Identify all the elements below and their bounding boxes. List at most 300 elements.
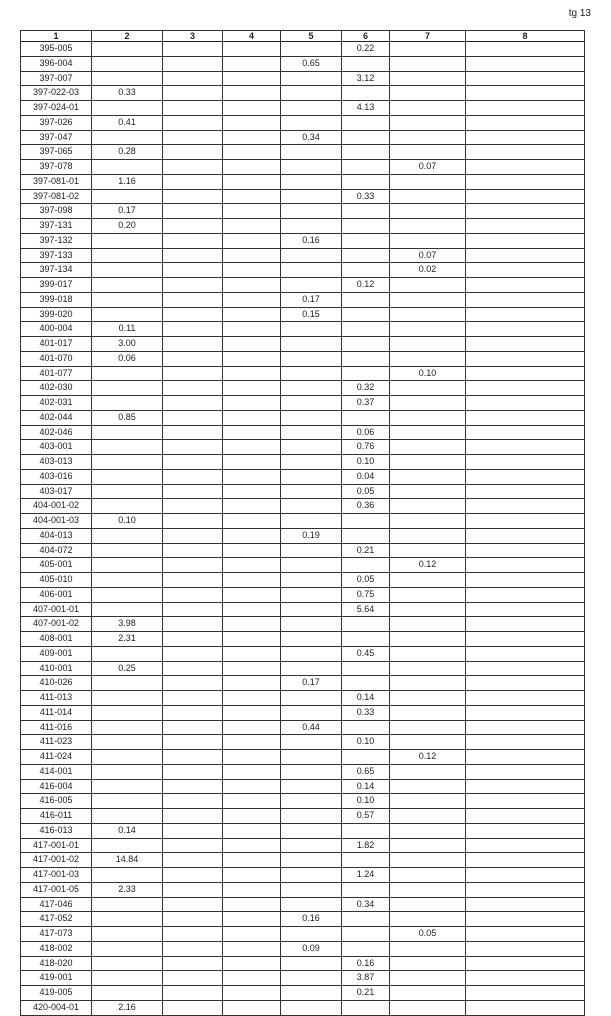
value-cell-col-3 bbox=[162, 647, 222, 661]
value-cell-col-6: 0.75 bbox=[341, 588, 389, 602]
value-cell-col-4 bbox=[222, 72, 280, 86]
value-cell-col-7 bbox=[389, 145, 465, 159]
row-id-cell: 416-011 bbox=[20, 809, 91, 823]
value-cell-col-3 bbox=[162, 868, 222, 882]
value-cell-col-2 bbox=[91, 485, 162, 499]
value-cell-col-7 bbox=[389, 499, 465, 513]
value-cell-col-6 bbox=[341, 617, 389, 631]
value-cell-col-5 bbox=[280, 632, 341, 646]
table-row bbox=[20, 293, 585, 308]
value-cell-col-2: 0.17 bbox=[91, 204, 162, 218]
value-cell-col-3 bbox=[162, 190, 222, 204]
row-id-cell: 409-001 bbox=[20, 647, 91, 661]
table-row bbox=[20, 603, 585, 618]
value-cell-col-3 bbox=[162, 853, 222, 867]
value-cell-col-5 bbox=[280, 573, 341, 587]
value-cell-col-7 bbox=[389, 942, 465, 956]
table-row bbox=[20, 632, 585, 647]
table-row bbox=[20, 676, 585, 691]
value-cell-col-4 bbox=[222, 986, 280, 1000]
value-cell-col-4 bbox=[222, 809, 280, 823]
value-cell-col-8 bbox=[465, 249, 585, 263]
value-cell-col-6 bbox=[341, 927, 389, 941]
value-cell-col-2 bbox=[91, 868, 162, 882]
value-cell-col-7: 0.07 bbox=[389, 249, 465, 263]
value-cell-col-3 bbox=[162, 116, 222, 130]
row-id-cell: 403-001 bbox=[20, 440, 91, 454]
value-cell-col-3 bbox=[162, 396, 222, 410]
value-cell-col-8 bbox=[465, 86, 585, 100]
value-cell-col-4 bbox=[222, 101, 280, 115]
value-cell-col-5 bbox=[280, 42, 341, 56]
value-cell-col-4 bbox=[222, 942, 280, 956]
value-cell-col-8 bbox=[465, 942, 585, 956]
table-row bbox=[20, 912, 585, 927]
value-cell-col-8 bbox=[465, 617, 585, 631]
table-row bbox=[20, 824, 585, 839]
value-cell-col-4 bbox=[222, 160, 280, 174]
value-cell-col-3 bbox=[162, 898, 222, 912]
value-cell-col-5 bbox=[280, 765, 341, 779]
value-cell-col-6 bbox=[341, 367, 389, 381]
row-id-cell: 402-044 bbox=[20, 411, 91, 425]
value-cell-col-6 bbox=[341, 721, 389, 735]
value-cell-col-6 bbox=[341, 1001, 389, 1015]
row-id-cell: 403-016 bbox=[20, 470, 91, 484]
value-cell-col-3 bbox=[162, 617, 222, 631]
row-id-cell: 419-005 bbox=[20, 986, 91, 1000]
table-row bbox=[20, 514, 585, 529]
value-cell-col-5: 0.15 bbox=[280, 308, 341, 322]
value-cell-col-3 bbox=[162, 234, 222, 248]
value-cell-col-5 bbox=[280, 72, 341, 86]
value-cell-col-5 bbox=[280, 485, 341, 499]
value-cell-col-8 bbox=[465, 632, 585, 646]
row-id-cell: 418-002 bbox=[20, 942, 91, 956]
table-row bbox=[20, 101, 585, 116]
table-row bbox=[20, 249, 585, 264]
column-header-3: 3 bbox=[162, 31, 222, 41]
table-row bbox=[20, 617, 585, 632]
value-cell-col-2: 0.85 bbox=[91, 411, 162, 425]
value-cell-col-3 bbox=[162, 632, 222, 646]
value-cell-col-4 bbox=[222, 780, 280, 794]
value-cell-col-3 bbox=[162, 735, 222, 749]
value-cell-col-8 bbox=[465, 352, 585, 366]
table-row bbox=[20, 160, 585, 175]
column-header-7: 7 bbox=[389, 31, 465, 41]
value-cell-col-5 bbox=[280, 898, 341, 912]
value-cell-col-8 bbox=[465, 381, 585, 395]
value-cell-col-7 bbox=[389, 780, 465, 794]
value-cell-col-2 bbox=[91, 381, 162, 395]
value-cell-col-2 bbox=[91, 293, 162, 307]
value-cell-col-8 bbox=[465, 588, 585, 602]
value-cell-col-5 bbox=[280, 175, 341, 189]
value-cell-col-7 bbox=[389, 676, 465, 690]
value-cell-col-2 bbox=[91, 57, 162, 71]
value-cell-col-8 bbox=[465, 544, 585, 558]
value-cell-col-6 bbox=[341, 750, 389, 764]
row-id-cell: 403-017 bbox=[20, 485, 91, 499]
value-cell-col-8 bbox=[465, 558, 585, 572]
table-row bbox=[20, 868, 585, 883]
row-id-cell: 408-001 bbox=[20, 632, 91, 646]
value-cell-col-3 bbox=[162, 293, 222, 307]
value-cell-col-2 bbox=[91, 499, 162, 513]
value-cell-col-7 bbox=[389, 971, 465, 985]
value-cell-col-8 bbox=[465, 898, 585, 912]
value-cell-col-6 bbox=[341, 175, 389, 189]
table-row bbox=[20, 765, 585, 780]
value-cell-col-5: 0.17 bbox=[280, 293, 341, 307]
value-cell-col-3 bbox=[162, 308, 222, 322]
value-cell-col-5 bbox=[280, 204, 341, 218]
value-cell-col-8 bbox=[465, 529, 585, 543]
row-id-cell: 395-005 bbox=[20, 42, 91, 56]
value-cell-col-6: 0.14 bbox=[341, 691, 389, 705]
value-cell-col-7 bbox=[389, 322, 465, 336]
value-cell-col-8 bbox=[465, 662, 585, 676]
row-id-cell: 417-001-03 bbox=[20, 868, 91, 882]
value-cell-col-3 bbox=[162, 145, 222, 159]
value-cell-col-2 bbox=[91, 529, 162, 543]
value-cell-col-5 bbox=[280, 603, 341, 617]
value-cell-col-2: 0.28 bbox=[91, 145, 162, 159]
value-cell-col-2 bbox=[91, 426, 162, 440]
value-cell-col-8 bbox=[465, 603, 585, 617]
value-cell-col-8 bbox=[465, 750, 585, 764]
value-cell-col-7 bbox=[389, 647, 465, 661]
value-cell-col-5: 0.16 bbox=[280, 912, 341, 926]
table-row bbox=[20, 499, 585, 514]
value-cell-col-4 bbox=[222, 455, 280, 469]
value-cell-col-3 bbox=[162, 455, 222, 469]
value-cell-col-8 bbox=[465, 499, 585, 513]
row-id-cell: 420-004-01 bbox=[20, 1001, 91, 1015]
value-cell-col-3 bbox=[162, 824, 222, 838]
value-cell-col-6 bbox=[341, 160, 389, 174]
value-cell-col-2 bbox=[91, 971, 162, 985]
table-row bbox=[20, 219, 585, 234]
value-cell-col-2 bbox=[91, 72, 162, 86]
table-row bbox=[20, 116, 585, 131]
value-cell-col-3 bbox=[162, 219, 222, 233]
value-cell-col-8 bbox=[465, 190, 585, 204]
value-cell-col-3 bbox=[162, 573, 222, 587]
value-cell-col-7 bbox=[389, 662, 465, 676]
value-cell-col-4 bbox=[222, 706, 280, 720]
value-cell-col-2: 0.25 bbox=[91, 662, 162, 676]
value-cell-col-6 bbox=[341, 145, 389, 159]
value-cell-col-3 bbox=[162, 381, 222, 395]
value-cell-col-7 bbox=[389, 632, 465, 646]
value-cell-col-4 bbox=[222, 632, 280, 646]
value-cell-col-5 bbox=[280, 514, 341, 528]
value-cell-col-3 bbox=[162, 927, 222, 941]
value-cell-col-8 bbox=[465, 485, 585, 499]
value-cell-col-8 bbox=[465, 278, 585, 292]
value-cell-col-3 bbox=[162, 750, 222, 764]
column-header-5: 5 bbox=[280, 31, 341, 41]
value-cell-col-3 bbox=[162, 1001, 222, 1015]
value-cell-col-6: 5.64 bbox=[341, 603, 389, 617]
value-cell-col-6: 0.10 bbox=[341, 794, 389, 808]
table-row bbox=[20, 322, 585, 337]
row-id-cell: 397-078 bbox=[20, 160, 91, 174]
table-row bbox=[20, 971, 585, 986]
value-cell-col-7 bbox=[389, 544, 465, 558]
value-cell-col-4 bbox=[222, 1001, 280, 1015]
value-cell-col-3 bbox=[162, 278, 222, 292]
value-cell-col-5 bbox=[280, 322, 341, 336]
value-cell-col-6: 0.22 bbox=[341, 42, 389, 56]
value-cell-col-2: 3.98 bbox=[91, 617, 162, 631]
value-cell-col-3 bbox=[162, 986, 222, 1000]
value-cell-col-2 bbox=[91, 470, 162, 484]
value-cell-col-7 bbox=[389, 426, 465, 440]
table-row bbox=[20, 721, 585, 736]
value-cell-col-6 bbox=[341, 912, 389, 926]
row-id-cell: 397-133 bbox=[20, 249, 91, 263]
value-cell-col-3 bbox=[162, 367, 222, 381]
value-cell-col-6 bbox=[341, 352, 389, 366]
value-cell-col-5: 0.09 bbox=[280, 942, 341, 956]
value-cell-col-2 bbox=[91, 721, 162, 735]
value-cell-col-5 bbox=[280, 278, 341, 292]
page-number: tg 13 bbox=[568, 8, 591, 19]
value-cell-col-4 bbox=[222, 42, 280, 56]
value-cell-col-5 bbox=[280, 455, 341, 469]
table-row bbox=[20, 942, 585, 957]
value-cell-col-4 bbox=[222, 381, 280, 395]
value-cell-col-5: 0.16 bbox=[280, 234, 341, 248]
value-cell-col-2 bbox=[91, 396, 162, 410]
row-id-cell: 397-081-02 bbox=[20, 190, 91, 204]
table-row bbox=[20, 544, 585, 559]
value-cell-col-2 bbox=[91, 440, 162, 454]
value-cell-col-7 bbox=[389, 455, 465, 469]
value-cell-col-3 bbox=[162, 101, 222, 115]
table-row bbox=[20, 691, 585, 706]
value-cell-col-8 bbox=[465, 308, 585, 322]
value-cell-col-3 bbox=[162, 160, 222, 174]
value-cell-col-8 bbox=[465, 263, 585, 277]
value-cell-col-2: 0.14 bbox=[91, 824, 162, 838]
value-cell-col-7 bbox=[389, 809, 465, 823]
value-cell-col-3 bbox=[162, 780, 222, 794]
value-cell-col-4 bbox=[222, 898, 280, 912]
value-cell-col-4 bbox=[222, 470, 280, 484]
value-cell-col-8 bbox=[465, 175, 585, 189]
value-cell-col-6 bbox=[341, 337, 389, 351]
row-id-cell: 410-026 bbox=[20, 676, 91, 690]
row-id-cell: 397-134 bbox=[20, 263, 91, 277]
value-cell-col-2: 0.11 bbox=[91, 322, 162, 336]
table-row bbox=[20, 278, 585, 293]
row-id-cell: 417-046 bbox=[20, 898, 91, 912]
value-cell-col-4 bbox=[222, 278, 280, 292]
table-row bbox=[20, 529, 585, 544]
value-cell-col-2: 2.31 bbox=[91, 632, 162, 646]
value-cell-col-6 bbox=[341, 662, 389, 676]
value-cell-col-3 bbox=[162, 544, 222, 558]
value-cell-col-3 bbox=[162, 971, 222, 985]
value-cell-col-5 bbox=[280, 160, 341, 174]
value-cell-col-5 bbox=[280, 927, 341, 941]
value-cell-col-2: 0.41 bbox=[91, 116, 162, 130]
table-row bbox=[20, 381, 585, 396]
value-cell-col-8 bbox=[465, 573, 585, 587]
value-cell-col-3 bbox=[162, 485, 222, 499]
value-cell-col-8 bbox=[465, 839, 585, 853]
value-cell-col-6 bbox=[341, 632, 389, 646]
value-cell-col-5 bbox=[280, 839, 341, 853]
value-cell-col-4 bbox=[222, 558, 280, 572]
value-cell-col-5: 0.34 bbox=[280, 131, 341, 145]
value-cell-col-3 bbox=[162, 411, 222, 425]
value-cell-col-7 bbox=[389, 101, 465, 115]
value-cell-col-8 bbox=[465, 42, 585, 56]
value-cell-col-7 bbox=[389, 190, 465, 204]
value-cell-col-8 bbox=[465, 116, 585, 130]
value-cell-col-2 bbox=[91, 809, 162, 823]
row-id-cell: 397-022-03 bbox=[20, 86, 91, 100]
table-row bbox=[20, 57, 585, 72]
table-row bbox=[20, 42, 585, 57]
value-cell-col-5 bbox=[280, 868, 341, 882]
value-cell-col-6: 0.10 bbox=[341, 455, 389, 469]
value-cell-col-5 bbox=[280, 352, 341, 366]
value-cell-col-8 bbox=[465, 765, 585, 779]
value-cell-col-5: 0.17 bbox=[280, 676, 341, 690]
value-cell-col-2 bbox=[91, 780, 162, 794]
value-cell-col-8 bbox=[465, 322, 585, 336]
table-row bbox=[20, 573, 585, 588]
value-cell-col-2 bbox=[91, 676, 162, 690]
value-cell-col-7: 0.02 bbox=[389, 263, 465, 277]
value-cell-col-3 bbox=[162, 883, 222, 897]
row-id-cell: 411-023 bbox=[20, 735, 91, 749]
value-cell-col-6: 0.45 bbox=[341, 647, 389, 661]
value-cell-col-2 bbox=[91, 308, 162, 322]
value-cell-col-7 bbox=[389, 396, 465, 410]
row-id-cell: 405-001 bbox=[20, 558, 91, 572]
table-row bbox=[20, 647, 585, 662]
value-cell-col-7 bbox=[389, 131, 465, 145]
value-cell-col-7 bbox=[389, 1001, 465, 1015]
value-cell-col-4 bbox=[222, 544, 280, 558]
value-cell-col-3 bbox=[162, 691, 222, 705]
table-row bbox=[20, 794, 585, 809]
table-row bbox=[20, 190, 585, 205]
value-cell-col-6 bbox=[341, 411, 389, 425]
value-cell-col-5 bbox=[280, 499, 341, 513]
value-cell-col-6 bbox=[341, 249, 389, 263]
value-cell-col-2: 2.16 bbox=[91, 1001, 162, 1015]
value-cell-col-3 bbox=[162, 794, 222, 808]
value-cell-col-6: 0.57 bbox=[341, 809, 389, 823]
value-cell-col-2 bbox=[91, 603, 162, 617]
value-cell-col-2 bbox=[91, 455, 162, 469]
value-cell-col-4 bbox=[222, 971, 280, 985]
value-cell-col-7 bbox=[389, 839, 465, 853]
value-cell-col-7 bbox=[389, 57, 465, 71]
value-cell-col-2 bbox=[91, 42, 162, 56]
value-cell-col-5 bbox=[280, 735, 341, 749]
value-cell-col-4 bbox=[222, 603, 280, 617]
value-cell-col-6: 0.21 bbox=[341, 986, 389, 1000]
table-row bbox=[20, 470, 585, 485]
table-row bbox=[20, 706, 585, 721]
table-row bbox=[20, 145, 585, 160]
value-cell-col-6 bbox=[341, 514, 389, 528]
value-cell-col-8 bbox=[465, 57, 585, 71]
value-cell-col-6 bbox=[341, 942, 389, 956]
value-cell-col-7: 0.12 bbox=[389, 558, 465, 572]
value-cell-col-8 bbox=[465, 824, 585, 838]
value-cell-col-8 bbox=[465, 101, 585, 115]
value-cell-col-5 bbox=[280, 116, 341, 130]
value-cell-col-6: 0.21 bbox=[341, 544, 389, 558]
value-cell-col-2 bbox=[91, 278, 162, 292]
value-cell-col-2: 3.00 bbox=[91, 337, 162, 351]
value-cell-col-7 bbox=[389, 735, 465, 749]
value-cell-col-3 bbox=[162, 839, 222, 853]
value-cell-col-4 bbox=[222, 529, 280, 543]
value-cell-col-8 bbox=[465, 470, 585, 484]
value-cell-col-8 bbox=[465, 957, 585, 971]
table-row bbox=[20, 337, 585, 352]
value-cell-col-4 bbox=[222, 573, 280, 587]
value-cell-col-3 bbox=[162, 72, 222, 86]
value-cell-col-4 bbox=[222, 927, 280, 941]
value-cell-col-2 bbox=[91, 101, 162, 115]
value-cell-col-6 bbox=[341, 263, 389, 277]
value-cell-col-5 bbox=[280, 1001, 341, 1015]
table-row bbox=[20, 588, 585, 603]
value-cell-col-4 bbox=[222, 352, 280, 366]
value-cell-col-5 bbox=[280, 396, 341, 410]
value-cell-col-2: 2.33 bbox=[91, 883, 162, 897]
value-cell-col-6 bbox=[341, 322, 389, 336]
table-row bbox=[20, 780, 585, 795]
table-header-row bbox=[20, 30, 585, 42]
row-id-cell: 411-016 bbox=[20, 721, 91, 735]
value-cell-col-7 bbox=[389, 86, 465, 100]
value-cell-col-7: 0.05 bbox=[389, 927, 465, 941]
value-cell-col-5 bbox=[280, 86, 341, 100]
table-row bbox=[20, 411, 585, 426]
value-cell-col-5: 0.19 bbox=[280, 529, 341, 543]
table-row bbox=[20, 426, 585, 441]
row-id-cell: 416-005 bbox=[20, 794, 91, 808]
row-id-cell: 397-065 bbox=[20, 145, 91, 159]
value-cell-col-6 bbox=[341, 883, 389, 897]
row-id-cell: 397-131 bbox=[20, 219, 91, 233]
value-cell-col-6 bbox=[341, 529, 389, 543]
value-cell-col-3 bbox=[162, 263, 222, 277]
value-cell-col-6: 0.65 bbox=[341, 765, 389, 779]
value-cell-col-6: 0.06 bbox=[341, 426, 389, 440]
value-cell-col-5 bbox=[280, 957, 341, 971]
value-cell-col-8 bbox=[465, 780, 585, 794]
value-cell-col-8 bbox=[465, 293, 585, 307]
value-cell-col-3 bbox=[162, 470, 222, 484]
value-cell-col-6: 4.13 bbox=[341, 101, 389, 115]
value-cell-col-3 bbox=[162, 942, 222, 956]
table-row bbox=[20, 86, 585, 101]
